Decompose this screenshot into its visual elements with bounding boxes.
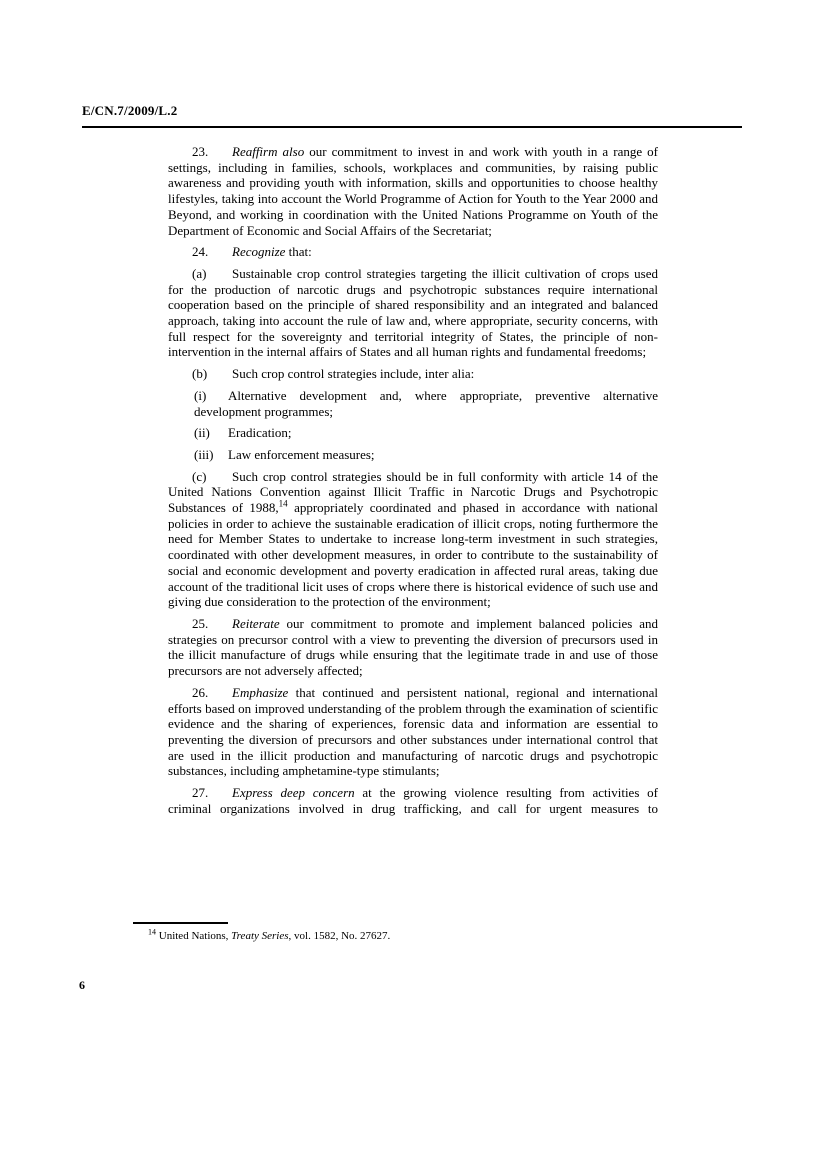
text-segment: Sustainable crop control strategies targeting the illicit cultivation of crops used for the production of narcotic drugs and psychotropic substances require international cooperation based on the principle of shared responsibility and an integrated and balanced approach, taking into account the rule of law and, where appropriate, security concerns, with full respect for the sovereignty and territorial integrity of States, the principle of non-intervention in the internal affairs of States and all human rights and fundamental freedoms; bbox=[168, 265, 658, 360]
paragraph-marker: (iii) bbox=[194, 446, 214, 462]
text-segment: Law enforcement measures; bbox=[228, 446, 375, 462]
text-segment: Reiterate bbox=[232, 615, 280, 631]
paragraph-27 bbox=[168, 785, 658, 816]
text-segment: Emphasize bbox=[232, 684, 289, 700]
item-24b-i bbox=[194, 388, 658, 419]
text-segment: appropriately coordinated and phased in accordance with national policies in order to achieve the sustainable eradication of illicit crops, noting furthermore the need for Member States to undertake to increase long-term investment in such strategies, coordinated with other development measures, in order to contribute to the sustainability of social and economic development and poverty eradication in affected rural areas, taking due account of the traditional licit uses of crops where there is historical evidence of such use and giving due consideration to the protection of the environment; bbox=[168, 500, 658, 610]
text-segment: Recognize bbox=[232, 244, 286, 260]
text-segment: that continued and persistent national, regional and international efforts based on improved understanding of the problem through the examination of scientific evidence and the sharing of experiences, forensic data and information are essential to preventing the diversion of precursors and other substances under international control that are used in the illicit production and manufacturing of narcotic drugs and psychotropic substances, including amphetamine-type stimulants; bbox=[168, 684, 658, 779]
text-segment: 14 bbox=[278, 498, 288, 509]
text-segment: our commitment to promote and implement balanced policies and strategies on precursor control with a view to preventing the diversion of precursors used in the illicit manufacture of drugs while ensuring that the legitimate trade in and use of those precursors are not adversely affected; bbox=[168, 615, 658, 679]
paragraph-marker: 27. bbox=[192, 785, 209, 801]
subparagraph-24a bbox=[168, 266, 658, 360]
paragraph-marker: 25. bbox=[192, 615, 209, 631]
text-segment: Reaffirm also bbox=[232, 144, 305, 159]
text-segment: Such crop control strategies include, inter alia: bbox=[232, 366, 475, 382]
text-segment: Alternative development and, where appropriate, preventive alternative development programmes; bbox=[194, 387, 658, 419]
text-segment: at the growing violence resulting from activities of criminal organizations involved in drug trafficking, and call for urgent measures to bbox=[168, 785, 658, 816]
text-segment: United Nations, bbox=[156, 930, 232, 942]
item-24b-ii bbox=[194, 425, 658, 441]
document-body bbox=[168, 144, 658, 816]
text-segment: Such crop control strategies should be in full conformity with article 14 of the United Nations Convention against Illicit Traffic in Narcotic Drugs and Psychotropic Substances of 1988, bbox=[168, 468, 658, 516]
item-24b-iii bbox=[194, 447, 658, 463]
subparagraph-24b bbox=[168, 366, 658, 382]
text-segment: that: bbox=[285, 244, 312, 260]
paragraph-25 bbox=[168, 616, 658, 679]
paragraph-marker: (b) bbox=[192, 366, 208, 382]
paragraph-26 bbox=[168, 685, 658, 779]
page-number: 6 bbox=[79, 978, 85, 992]
footnote-separator bbox=[133, 922, 228, 924]
text-segment: 14 bbox=[148, 927, 156, 937]
paragraph-marker: (i) bbox=[194, 387, 207, 403]
paragraph-marker: 24. bbox=[192, 244, 209, 260]
text-segment: , vol. 1582, No. 27627. bbox=[288, 930, 391, 942]
paragraph-marker: (c) bbox=[192, 468, 207, 484]
header-rule bbox=[82, 126, 742, 128]
document-symbol: E/CN.7/2009/L.2 bbox=[82, 103, 178, 118]
paragraph-23 bbox=[168, 144, 658, 238]
paragraph-24 bbox=[168, 244, 658, 260]
text-segment: Eradication; bbox=[228, 425, 292, 441]
text-segment: Express deep concern bbox=[232, 785, 355, 801]
subparagraph-24c bbox=[168, 469, 658, 610]
paragraph-marker: 23. bbox=[192, 144, 209, 159]
text-segment: our commitment to invest in and work with youth in a range of settings, including in families, schools, workplaces and communities, by raising public awareness and providing youth with information, skills and opportunities to choose healthy lifestyles, taking into account the World Programme of Action for Youth to the Year 2000 and Beyond, and working in coordination with the United Nations Programme on Youth of the Department of Economic and Social Affairs of the Secretariat; bbox=[168, 144, 658, 238]
paragraph-marker: (ii) bbox=[194, 425, 210, 441]
text-segment: Treaty Series bbox=[231, 930, 289, 942]
paragraph-marker: 26. bbox=[192, 684, 209, 700]
paragraph-marker: (a) bbox=[192, 265, 207, 281]
footnote bbox=[148, 929, 488, 943]
